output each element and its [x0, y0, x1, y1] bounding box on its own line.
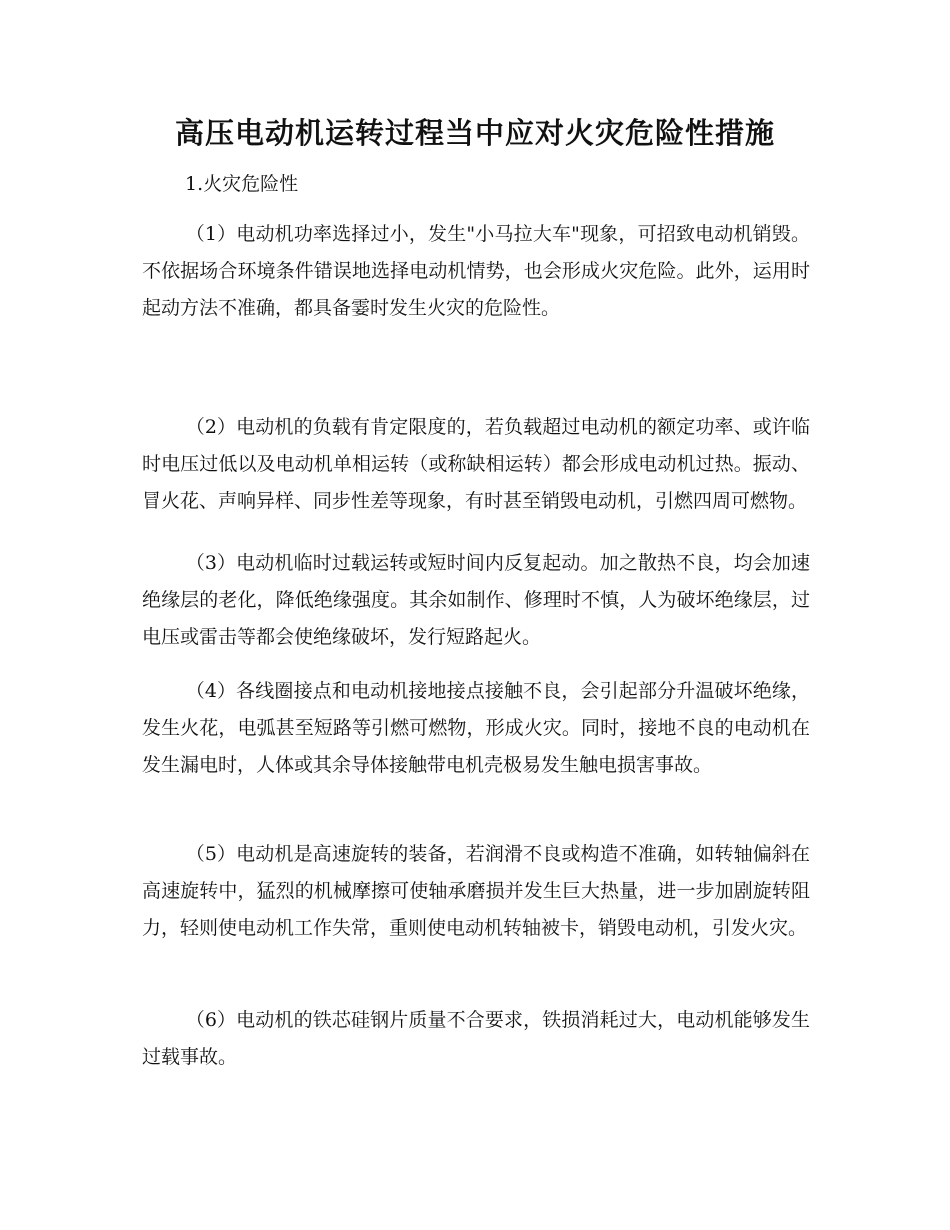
paragraph-6: （6）电动机的铁芯硅钢片质量不合要求，铁损消耗过大，电动机能够发生过载事故。	[142, 1009, 810, 1068]
paragraph-2: （2）电动机的负载有肯定限度的，若负载超过电动机的额定功率、或许临时电压过低以及电动机单相运转（或称缺相运转）都会形成电动机过热。振动、冒火花、声响异样、同步性差等现象，有时甚至销毁电动机，引燃四周可燃物。	[142, 416, 810, 512]
paragraph-5: （5）电动机是高速旋转的装备，若润滑不良或构造不准确，如转轴偏斜在高速旋转中，猛烈的机械摩擦可使轴承磨损并发生巨大热量，进一步加剧旋转阻力，轻则使电动机工作失常，重则使电动机转轴被卡，销毁电动机，引发火灾。	[142, 843, 810, 939]
paragraph-1: （1）电动机功率选择过小，发生"小马拉大车"现象，可招致电动机销毁。不依据场合环境条件错误地选择电动机情势，也会形成火灾危险。此外，运用时起动方法不准确，都具备霎时发生火灾的危险性。	[142, 223, 810, 319]
paragraph-3: （3）电动机临时过载运转或短时间内反复起动。加之散热不良，均会加速绝缘层的老化，降低绝缘强度。其余如制作、修理时不慎，人为破坏绝缘层，过电压或雷击等都会使绝缘破坏，发行短路起火。	[142, 552, 810, 648]
document-title: 高压电动机运转过程当中应对火灾危险性措施	[174, 116, 775, 150]
paragraph-4: （4）各线圈接点和电动机接地接点接触不良，会引起部分升温破坏绝缘，发生火花，电弧甚至短路等引燃可燃物，形成火灾。同时，接地不良的电动机在发生漏电时，人体或其余导体接触带电机壳极易发生触电损害事故。	[142, 680, 810, 776]
section-heading: 1.火灾危险性	[185, 173, 299, 195]
